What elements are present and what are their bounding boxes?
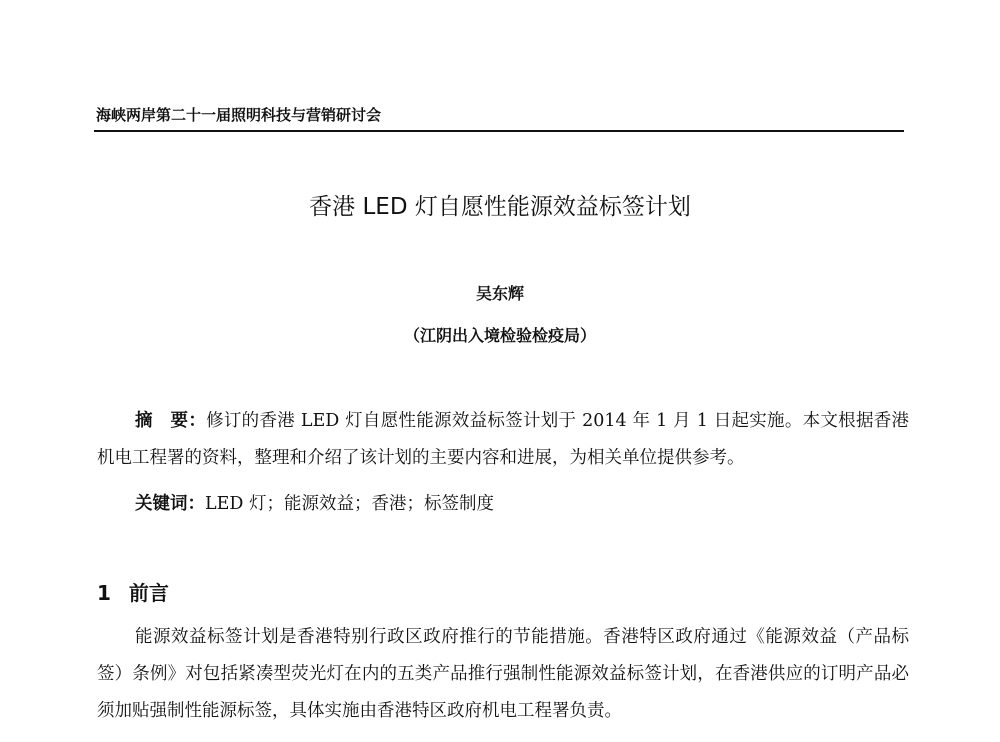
running-header: 海峡两岸第二十一届照明科技与营销研讨会 — [96, 106, 382, 124]
abstract — [97, 403, 909, 477]
section-body — [97, 619, 909, 730]
keywords — [97, 486, 909, 523]
abstract-label: 摘 要： — [135, 411, 207, 431]
keywords-text: LED 灯；能源效益；香港；标签制度 — [205, 494, 494, 514]
section-body-text: 能源效益标签计划是香港特别行政区政府推行的节能措施。香港特区政府通过《能源效益（产品标签）条例》对包括紧凑型荧光灯在内的五类产品推行强制性能源效益标签计划，在香港供应的订明产品必须加贴强制性能源标签，具体实施由香港特区政府机电工程署负责。 — [97, 627, 909, 721]
section-title: 前言 — [128, 581, 169, 605]
section-number: 1 — [97, 581, 111, 605]
header-rule — [94, 130, 904, 132]
author-name: 吴东辉 — [475, 284, 524, 303]
keywords-label: 关键词： — [135, 494, 205, 514]
author-affiliation: （江阴出入境检验检疫局） — [403, 326, 596, 345]
paper-title: 香港 LED 灯自愿性能源效益标签计划 — [309, 194, 691, 220]
abstract-text: 修订的香港 LED 灯自愿性能源效益标签计划于 2014 年 1 月 1 日起实施。本文根据香港机电工程署的资料，整理和介绍了该计划的主要内容和进展，为相关单位提供参考。 — [97, 411, 910, 468]
section-heading — [97, 577, 169, 606]
